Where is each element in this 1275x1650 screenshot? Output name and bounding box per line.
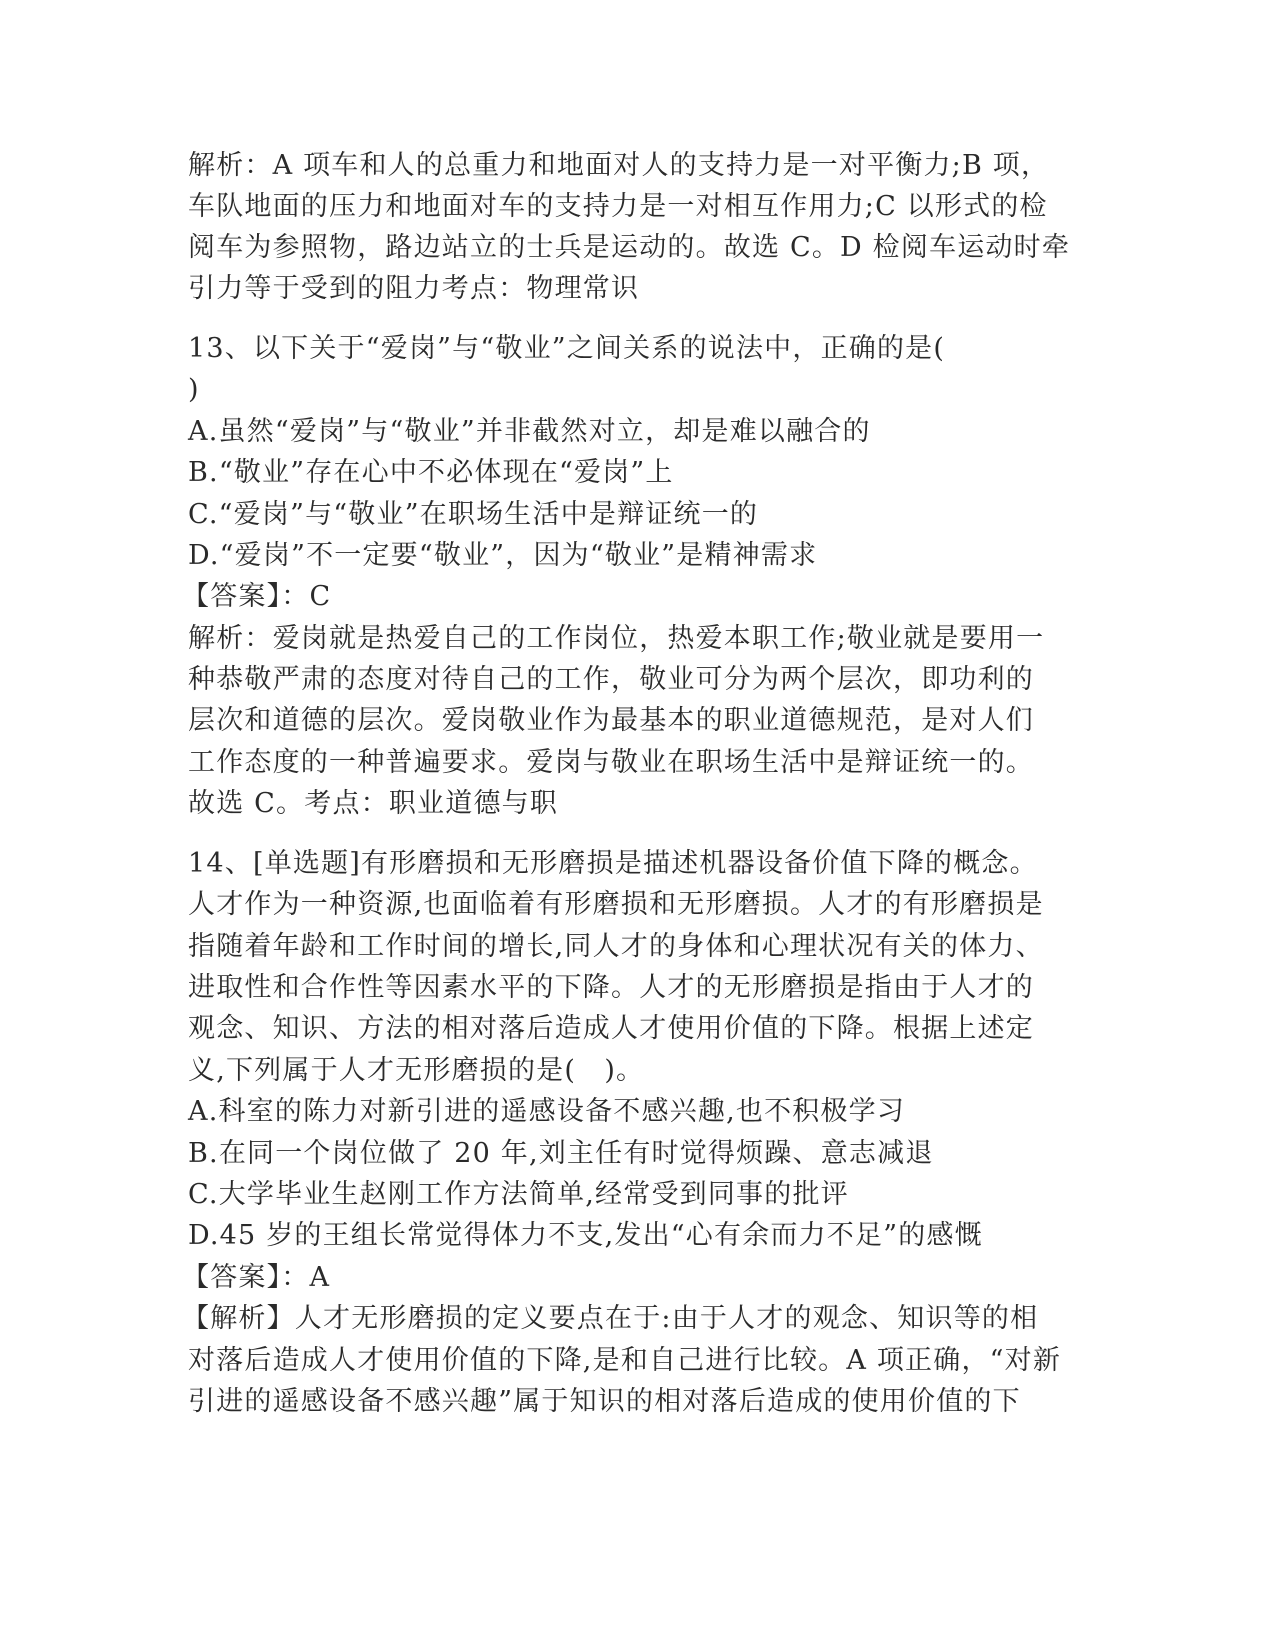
question-stem-line: 14、[单选题]有形磨损和无形磨损是描述机器设备价值下降的概念。 <box>188 848 1038 879</box>
question-stem-line: ) <box>188 374 200 405</box>
analysis-line: 层次和道德的层次。爱岗敬业作为最基本的职业道德规范，是对人们 <box>188 705 1034 736</box>
answer-line: 【答案】：A <box>182 1262 331 1293</box>
option-b: B.“敬业”存在心中不必体现在“爱岗”上 <box>188 457 674 488</box>
analysis-line: 种恭敬严肃的态度对待自己的工作，敬业可分为两个层次，即功利的 <box>188 664 1034 695</box>
analysis-line: 【解析】人才无形磨损的定义要点在于:由于人才的观念、知识等的相 <box>182 1303 1039 1334</box>
question-stem-line: 13、以下关于“爱岗”与“敬业”之间关系的说法中，正确的是( <box>188 333 946 364</box>
option-a: A.虽然“爱岗”与“敬业”并非截然对立，却是难以融合的 <box>188 416 871 447</box>
option-c: C.“爱岗”与“敬业”在职场生活中是辩证统一的 <box>188 499 759 530</box>
question-stem-line: 观念、知识、方法的相对落后造成人才使用价值的下降。根据上述定 <box>188 1013 1034 1044</box>
analysis-line: 解析：爱岗就是热爱自己的工作岗位，热爱本职工作;敬业就是要用一 <box>188 623 1045 654</box>
analysis-line: 阅车为参照物，路边站立的士兵是运动的。故选 C。D 检阅车运动时牵 <box>188 232 1071 263</box>
analysis-line: 工作态度的一种普遍要求。爱岗与敬业在职场生活中是辩证统一的。 <box>188 747 1034 778</box>
question-stem-line: 进取性和合作性等因素水平的下降。人才的无形磨损是指由于人才的 <box>188 972 1034 1003</box>
analysis-line: 对落后造成人才使用价值的下降,是和自己进行比较。A 项正确，“对新 <box>188 1345 1062 1376</box>
option-b: B.在同一个岗位做了 20 年,刘主任有时觉得烦躁、意志减退 <box>188 1138 934 1169</box>
analysis-line: 引力等于受到的阻力考点：物理常识 <box>188 273 640 304</box>
analysis-line: 引进的遥感设备不感兴趣”属于知识的相对落后造成的使用价值的下 <box>188 1386 1021 1417</box>
question-stem-line: 指随着年龄和工作时间的增长,同人才的身体和心理状况有关的体力、 <box>188 931 1044 962</box>
question-stem-line: 人才作为一种资源,也面临着有形磨损和无形磨损。人才的有形磨损是 <box>188 889 1044 920</box>
answer-line: 【答案】：C <box>182 581 332 612</box>
analysis-line: 故选 C。考点：职业道德与职 <box>188 788 559 819</box>
analysis-line: 车队地面的压力和地面对车的支持力是一对相互作用力;C 以形式的检 <box>188 191 1048 222</box>
question-stem-line: 义,下列属于人才无形磨损的是( )。 <box>188 1055 645 1086</box>
option-a: A.科室的陈力对新引进的遥感设备不感兴趣,也不积极学习 <box>188 1096 906 1127</box>
analysis-line: 解析：A 项车和人的总重力和地面对人的支持力是一对平衡力;B 项， <box>188 150 1050 181</box>
option-d: D.45 岁的王组长常觉得体力不支,发出“心有余而力不足”的感慨 <box>188 1220 983 1251</box>
option-c: C.大学毕业生赵刚工作方法简单,经常受到同事的批评 <box>188 1179 849 1210</box>
option-d: D.“爱岗”不一定要“敬业”，因为“敬业”是精神需求 <box>188 540 818 571</box>
